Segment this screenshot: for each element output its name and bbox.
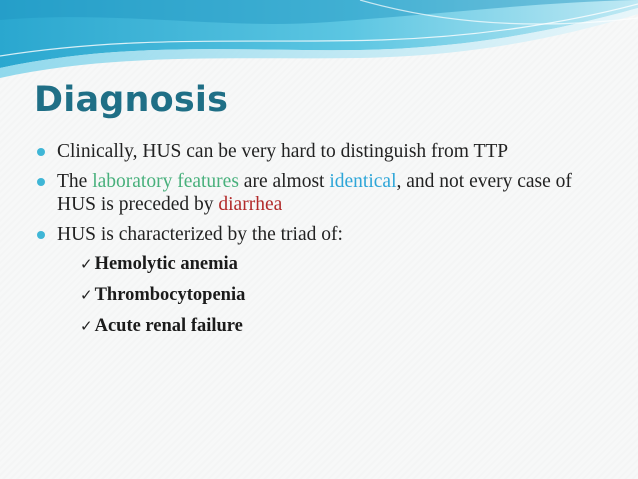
- triad-item: [80, 315, 610, 337]
- bullet-icon: [37, 178, 45, 186]
- triad-item-label: Acute renal failure: [94, 316, 243, 336]
- bullet-item: [30, 223, 610, 337]
- wave-header-decoration: [0, 0, 638, 80]
- check-mark-icon: ✓: [80, 317, 93, 335]
- bullet-list: [30, 140, 610, 346]
- check-mark-icon: ✓: [80, 255, 93, 273]
- triad-list: [80, 253, 610, 337]
- bullet-text-part: The: [57, 171, 93, 192]
- bullet-text-part: , and not every case of HUS is preceded by: [57, 171, 572, 215]
- highlight-laboratory-features: laboratory features: [92, 171, 239, 192]
- bullet-icon: [37, 231, 45, 239]
- highlight-identical: identical: [329, 171, 397, 192]
- bullet-icon: [37, 148, 45, 156]
- triad-item: [80, 284, 610, 306]
- triad-item-label: Hemolytic anemia: [94, 254, 238, 274]
- bullet-text: HUS is characterized by the triad of:: [57, 224, 343, 245]
- bullet-text: Clinically, HUS can be very hard to distinguish from TTP: [57, 141, 509, 162]
- bullet-item: [30, 140, 610, 163]
- highlight-diarrhea: diarrhea: [218, 194, 283, 215]
- triad-item-label: Thrombocytopenia: [94, 285, 246, 305]
- slide-title: Diagnosis: [34, 80, 229, 120]
- triad-item: [80, 253, 610, 275]
- check-mark-icon: ✓: [80, 286, 93, 304]
- bullet-item: [30, 170, 610, 216]
- bullet-text-part: are almost: [238, 171, 330, 192]
